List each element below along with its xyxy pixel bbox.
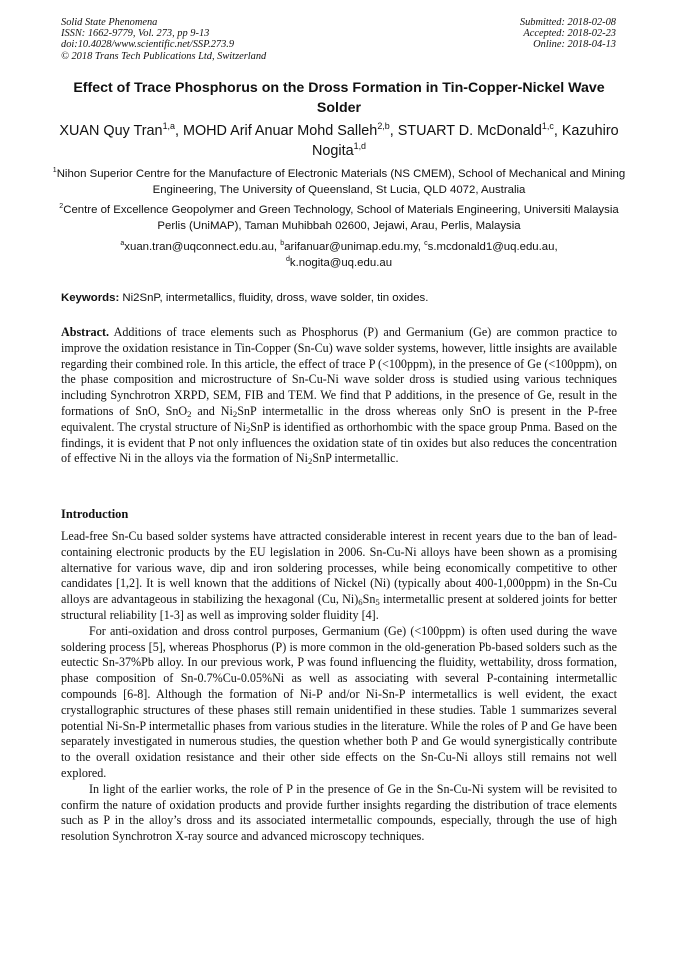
abstract: [61, 325, 617, 467]
affiliation-1: [52, 167, 626, 199]
email-mark: a: [120, 240, 125, 248]
author-list: XUAN Quy Tran$^{1,a}$, MOHD Arif Anuar Mohd Salleh$^{2,b}$, STUART D. McDonald$^{1,c}$, Kazuhiro Nogita$^{1,d}$: [59, 121, 619, 159]
subscript: 2: [307, 456, 313, 467]
author-affiliation-mark: 1,a: [162, 121, 175, 132]
author-name: XUAN Quy Tran: [59, 123, 163, 139]
body-paragraph: In light of the earlier works, the role of P in the presence of Ge in the Sn-Cu-Ni system will be revisited to confirm the nature of oxidation products and provide further insights regarding the distribution of trace elements such as P in the alloy’s dross and its associated intermetallic compounds, especially, through the use of high resolution Synchrotron X-ray source and advanced microscopy techniques.: [61, 781, 617, 844]
accepted-date: Accepted: 2018-02-23: [523, 28, 616, 40]
body-paragraph: For anti-oxidation and dross control purposes, Germanium (Ge) (<100ppm) is often used during the wave soldering process [5], whereas Phosphorus (P) is more common in the old-generation Pb-based solders such as the eutectic Sn-37%Pb alloy. In our previous work, P was found influencing the fluidity, wettability, dross formation, phase composition of Sn-0.7%Cu-0.05%Ni as well as associating with several P-containing intermetallic compounds [6-8]. Although the formation of Ni-P and/or Ni-Sn-P intermetallics is well evident, the exact crystallographic structures of these phases still remain unidentified in these studies. Table 1 summarizes several potential Ni-Sn-P intermetallic phases from various studies in the literature. While the roles of P and Ge have been separately investigated in numerous studies, the question whether both P and Ge would synergistically contribute to the overall oxidation resistance and their other side effects on the Sn-Cu-Ni alloys still remains not well explored.: [61, 623, 617, 780]
online-date: Online: 2018-04-13: [533, 39, 616, 51]
author-affiliation-mark: 2,b: [377, 121, 390, 132]
author-name: STUART D. McDonald: [397, 123, 542, 139]
submitted-date: Submitted: 2018-02-08: [519, 17, 616, 28]
publication-dates: [520, 17, 616, 51]
affiliation-mark: 1: [52, 167, 57, 175]
email-mark: c: [424, 240, 428, 248]
author-affiliation-mark: 1,c: [541, 121, 554, 132]
subscript: 5: [375, 597, 380, 608]
abstract-label: Abstract.: [61, 325, 110, 339]
journal-name: Solid State Phenomena: [61, 17, 158, 28]
email-address: s.mcdonald1@uq.edu.au: [427, 241, 555, 253]
copyright-line: © 2018 Trans Tech Publications Ltd, Switzerland: [61, 50, 267, 62]
author-name: MOHD Arif Anuar Mohd Salleh: [182, 123, 378, 139]
subscript: 6: [358, 597, 363, 608]
author-name: Kazuhiro Nogita: [312, 123, 619, 159]
introduction-body: [61, 529, 617, 845]
email-address: xuan.tran@uqconnect.edu.au: [124, 241, 274, 253]
email-mark: b: [280, 240, 285, 248]
affiliation-mark: 2: [59, 203, 64, 211]
email-address: arifanuar@unimap.edu.my: [284, 241, 418, 253]
keywords-label: Keywords:: [61, 292, 120, 304]
author-emails: $^a$xuan.tran@uqconnect.edu.au, $^b$arifanuar@unimap.edu.my, $^c$s.mcdonald1@uq.edu.au, $^d$k.nogita@uq.edu.au: [120, 240, 558, 269]
subscript: 2: [245, 424, 251, 435]
abstract-text: Additions of trace elements such as Phosphorus (P) and Germanium (Ge) are common practice to improve the oxidation resistance in Tin-Copper (Sn-Cu) wave solder systems, however, little insights are available regarding their combined role. In this article, the effect of trace P (<100ppm), in the presence of Ge (<100ppm), on the phase composition and microstructure of Sn-Cu-Ni wave solder dross is studied using various techniques including Synchrotron XRPD, SEM, FIB and TEM. We find that P additions, in the presence of Ge, result in the formations of SnO, SnO$_2$ and $Ni_2SnP$ intermetallic in the dross whereas only SnO is present in the P-free equivalent. The crystal structure of $Ni_2SnP$ is identified as orthorhombic with the space group Pnma. Based on the findings, it is evident that P not only influences the oxidation state of tin oxides but also reduces the concentration of effective Ni in the alloys via the formation of $Ni_2SnP$ intermetallic.: [61, 325, 618, 467]
keywords-text: Ni2SnP, intermetallics, fluidity, dross, wave solder, tin oxides.: [122, 292, 429, 304]
issn-line: ISSN: 1662-9779, Vol. 273, pp 9-13: [61, 28, 210, 40]
introduction-heading: Introduction: [61, 507, 129, 521]
author-affiliation-mark: 1,d: [353, 141, 366, 152]
keywords: [61, 291, 617, 306]
affiliation-text: Centre of Excellence Geopolymer and Green Technology, School of Materials Engineering, Universiti Malaysia Perlis (UniMAP), Taman Muhibbah 02600, Jejawi, Arau, Perlis, Malaysia: [63, 204, 619, 232]
email-address: k.nogita@uq.edu.au: [289, 256, 393, 269]
affiliation-text: Nihon Superior Centre for the Manufacture of Electronic Materials (NS CMEM), School of Mechanical and Mining Engineering, The University of Queensland, St Lucia, QLD 4072, Australia: [56, 168, 626, 196]
subscript: 2: [232, 409, 238, 420]
journal-info: [61, 17, 266, 62]
subscript: 2: [187, 409, 192, 420]
paper-title: Effect of Trace Phosphorus on the Dross Formation in Tin-Copper-Nickel Wave Solder: [73, 80, 605, 116]
email-mark: d: [285, 255, 290, 263]
affiliation-2: [52, 203, 626, 235]
body-paragraph: Lead-free Sn-Cu based solder systems have attracted considerable interest in recent years due to the ban of lead-containing electronic products by the EU legislation in 2006. Sn-Cu-Ni alloys have been shown as a promising alternative for various wave, dip and iron soldering processes, while being economically competitive to other candidates [1,2]. It is well known that the additions of Nickel (Ni) (typically about 400-1,000ppm) in the Sn-Cu alloys are advantageous in stabilizing the hexagonal (Cu, $Ni)_6Sn_5$ intermetallic present at soldered joints for better structural reliability [1-3] as well as improving solder fluidity [4].: [61, 529, 617, 622]
doi-line: doi:10.4028/www.scientific.net/SSP.273.9: [61, 39, 235, 51]
